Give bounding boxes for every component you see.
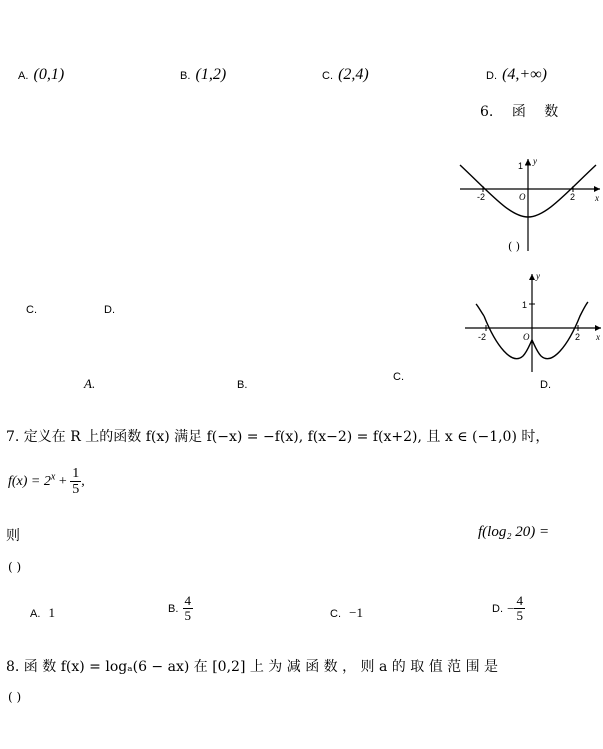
graph1-tick-2: 2 — [570, 192, 576, 202]
q5-option-d-letter: D. — [486, 70, 497, 82]
q7-option-d-letter: D. — [492, 602, 503, 615]
q5-option-c-text: (2,4) — [338, 66, 369, 83]
graph2-tick-neg2: -2 — [478, 332, 487, 342]
q7-option-b — [168, 594, 193, 624]
q6-number: 6. — [480, 104, 494, 120]
q7-expr: f(log₂ 20) = — [478, 524, 550, 540]
q7-option-d-den: 5 — [516, 608, 523, 624]
graph2-tick-1: 1 — [522, 300, 528, 310]
q6-label-a: A. — [84, 376, 96, 391]
q5-option-a-text: (0,1) — [33, 66, 65, 83]
q5-option-c-letter: C. — [322, 70, 333, 82]
q7-then: 则 — [6, 528, 20, 544]
graph1-tick-neg2: -2 — [477, 192, 486, 202]
graph2-y-arrow — [529, 274, 535, 280]
q6-header — [480, 101, 558, 121]
q7-line-2-prefix: f(x) = 2 — [8, 473, 51, 489]
q7-option-b-num: 4 — [184, 593, 192, 608]
q7-line-2-end: , — [81, 473, 85, 489]
graph1-x-label: x — [595, 193, 599, 203]
q5-option-b-text: (1,2) — [195, 66, 227, 83]
q6-option-c-left: C. — [26, 304, 37, 316]
q6-option-d-left: D. — [104, 304, 115, 316]
q7-option-d-frac — [514, 594, 525, 624]
q7-line-2-num: 1 — [72, 466, 80, 481]
q5-option-d-text: (4,+∞) — [502, 66, 547, 83]
q7-line-2 — [8, 466, 85, 498]
q5-option-c — [322, 64, 369, 84]
q7-option-b-letter: B. — [168, 602, 179, 615]
graph2-x-arrow — [595, 325, 601, 331]
q7-option-c — [330, 605, 363, 621]
q6-label-d: D. — [540, 379, 551, 391]
q6-label-b: B. — [237, 379, 248, 391]
graph1-origin: O — [519, 192, 526, 202]
q7-option-a — [30, 605, 55, 621]
q8-paren: ( ) — [8, 690, 22, 704]
q7-option-a-letter: A. — [30, 608, 41, 620]
q7-option-d — [492, 594, 525, 624]
q7-line-2-exp: x — [50, 471, 56, 483]
q6-label-c: C. — [393, 371, 404, 383]
graph2-y-label: y — [536, 271, 540, 281]
q5-option-d — [486, 64, 547, 84]
q6-word-2: 数 — [544, 104, 559, 120]
graph1-y-label: y — [533, 156, 537, 166]
q7-paren: ( ) — [8, 560, 22, 574]
graph1-x-arrow — [594, 186, 600, 192]
graph2-origin: O — [523, 332, 530, 342]
q5-option-a — [18, 64, 64, 84]
q5-option-a-letter: A. — [18, 70, 29, 82]
q8-line-1: 8. 函 数 f(x) = logₐ(6 − ax) 在 [0,2] 上 为 减 函 数 ， 则 a 的 取 值 范 围 是 — [6, 659, 499, 675]
q6-word-1: 函 — [511, 104, 526, 120]
q7-line-2-den: 5 — [72, 482, 80, 498]
q7-option-d-sign: − — [507, 600, 515, 616]
q6-paren: ( ) — [508, 240, 521, 253]
q5-option-b — [180, 64, 226, 84]
graph1-y-arrow — [525, 159, 531, 165]
q7-option-b-den: 5 — [184, 608, 192, 624]
q7-option-c-text: −1 — [349, 605, 363, 620]
q7-line-1: 7. 定义在 R 上的函数 f(x) 满足 f(−x) = −f(x), f(x−2) = f(x+2), 且 x ∈ (−1,0) 时， — [6, 429, 550, 445]
q6-graph-2 — [462, 270, 603, 374]
graph2-x-label: x — [596, 332, 600, 342]
q7-option-a-text: 1 — [48, 605, 56, 620]
q7-line-2-plus: + — [55, 473, 71, 489]
q6-graph-1 — [455, 155, 603, 253]
q7-option-b-frac — [183, 594, 194, 624]
q7-line-2-frac — [70, 466, 81, 498]
q7-option-c-letter: C. — [330, 608, 341, 620]
graph2-tick-2: 2 — [575, 332, 581, 342]
graph2-curve — [484, 302, 588, 359]
graph1-tick-1: 1 — [518, 161, 524, 171]
q5-option-b-letter: B. — [180, 70, 191, 82]
q7-option-d-num: 4 — [516, 593, 523, 608]
